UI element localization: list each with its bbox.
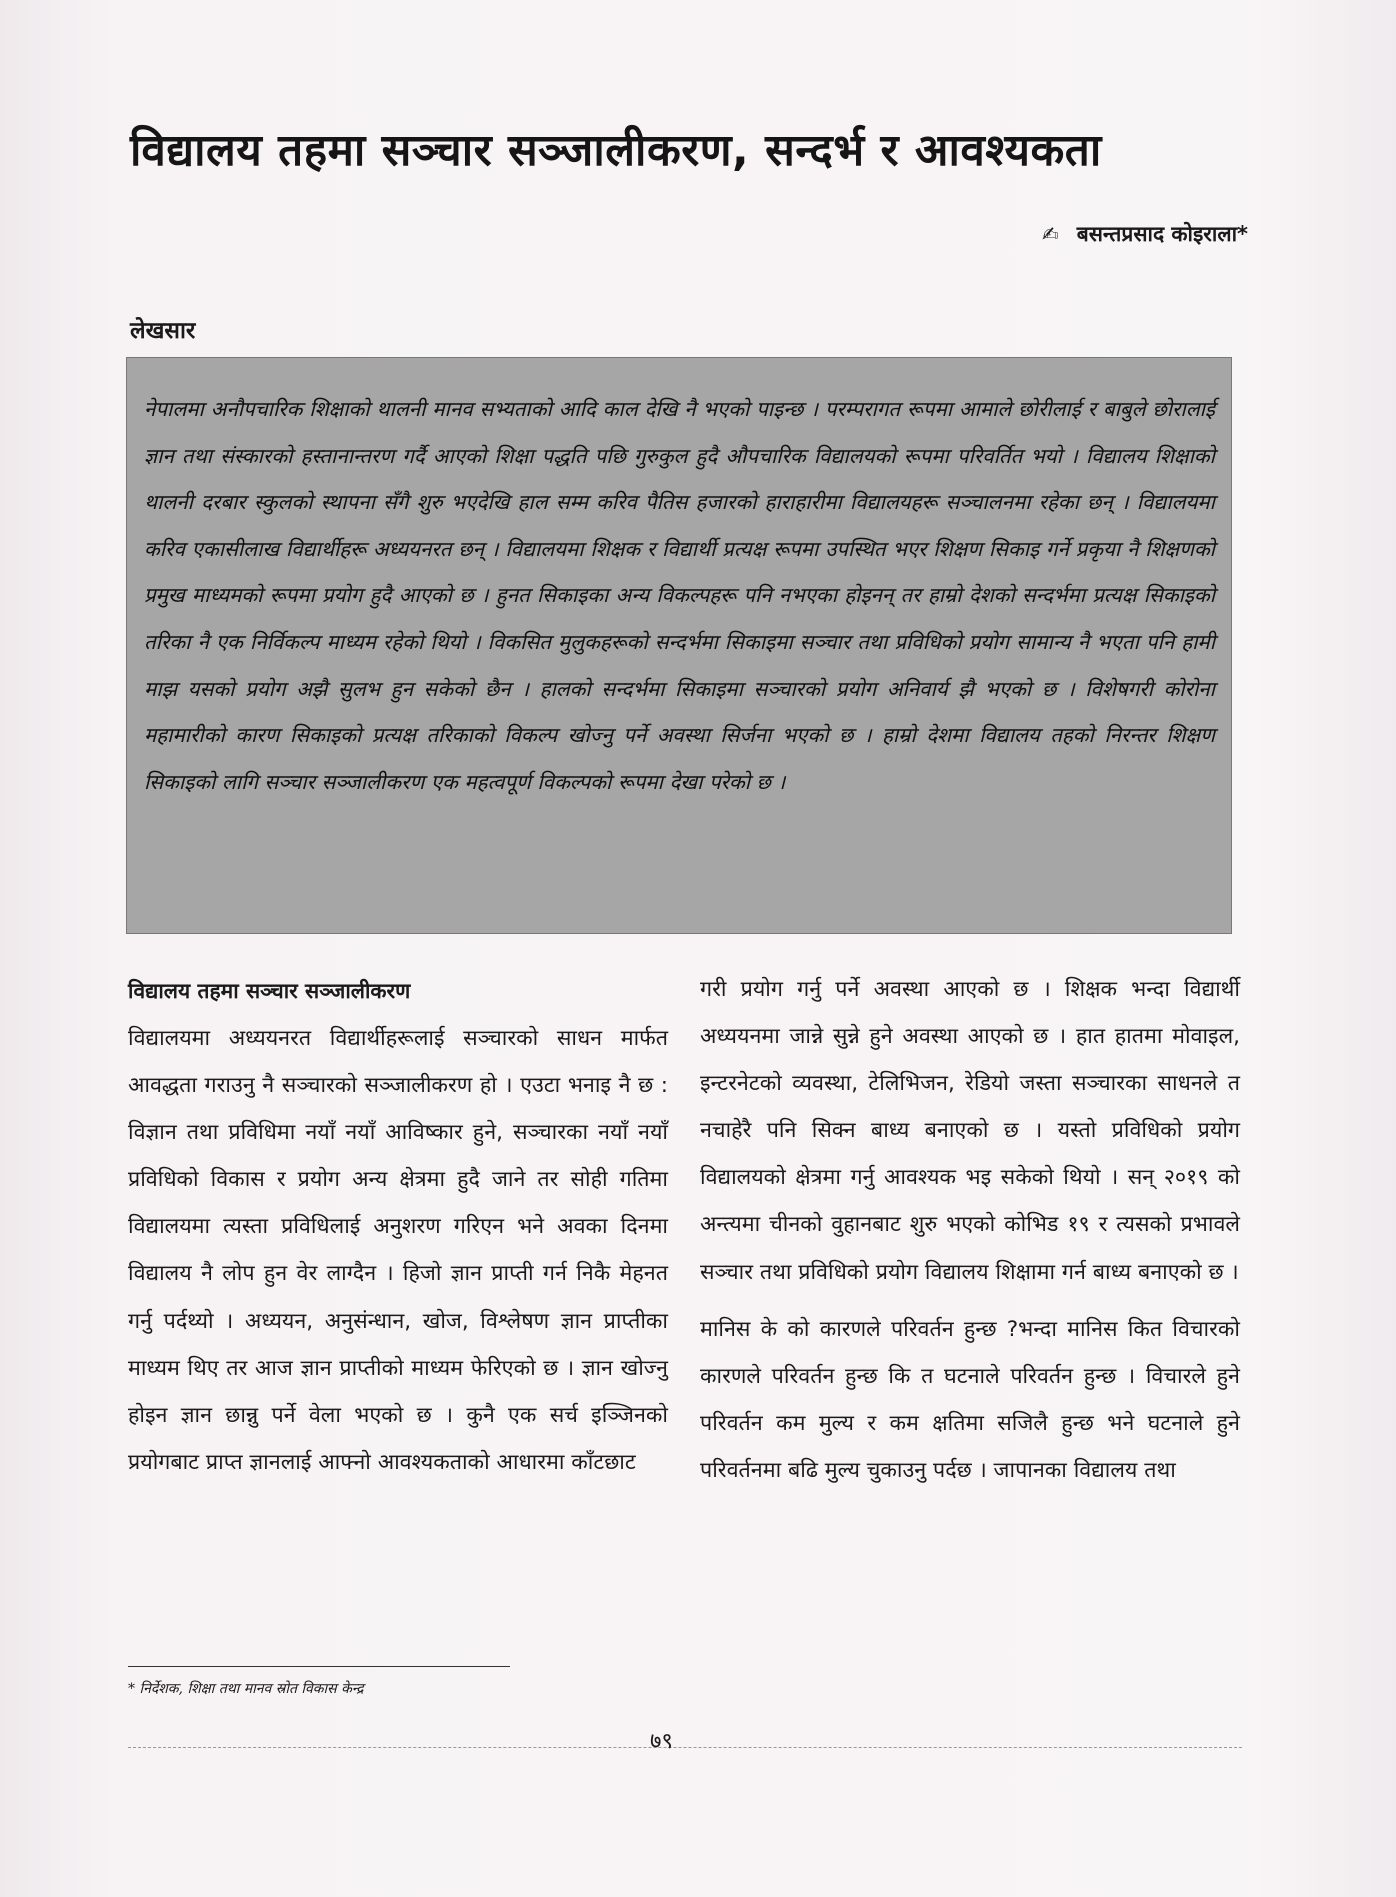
pen-icon: ✍ — [1041, 222, 1059, 246]
footnote-divider — [128, 1666, 510, 1667]
section-heading: विद्यालय तहमा सञ्चार सञ्जालीकरण — [128, 979, 411, 1003]
page-divider — [128, 1747, 1242, 1748]
author-line — [1042, 220, 1248, 248]
page-number: ७९ — [650, 1729, 673, 1754]
author-name: बसन्तप्रसाद कोइराला* — [1076, 222, 1248, 246]
footnote: * निर्देशक, शिक्षा तथा मानव स्रोत विकास केन्द्र — [128, 1681, 364, 1697]
abstract-text: नेपालमा अनौपचारिक शिक्षाको थालनी मानव सभ्यताको आदि काल देखि नै भएको पाइन्छ । परम्परागत रूपमा आमाले छोरीलाई र बाबुले छोरालाई ज्ञान तथा संस्कारको हस्तानान्तरण गर्दै आएको शिक्षा पद्धति पछि गुरुकुल हुदै औपचारिक विद्यालयको रूपमा परिवर्तित भयो । विद्यालय शिक्षाको थालनी दरबार स्कुलको स्थापना सँगै शुरु भएदेखि हाल सम्म करिव पैतिस हजारको हाराहारीमा विद्यालयहरू सञ्चालनमा रहेका छन् । विद्यालयमा करिव एकासीलाख विद्यार्थीहरू अध्ययनरत छन् । विद्यालयमा शिक्षक र विद्यार्थी प्रत्यक्ष रूपमा उपस्थित भएर शिक्षण सिकाइ गर्ने प्रकृया नै शिक्षणको प्रमुख माध्यमको रूपमा प्रयोग हुदै आएको छ । हुनत सिकाइका अन्य विकल्पहरू पनि नभएका होइनन् तर हाम्रो देशको सन्दर्भमा प्रत्यक्ष सिकाइको तरिका नै एक निर्विकल्प माध्यम रहेको थियो । विकसित मुलुकहरूको सन्दर्भमा सिकाइमा सञ्चार तथा प्रविधिको प्रयोग सामान्य नै भएता पनि हामी माझ यसको प्रयोग अझै सुलभ हुन सकेको छैन । हालको सन्दर्भमा सिकाइमा सञ्चारको प्रयोग अनिवार्य झै भएको छ । विशेषगरी कोरोना महामारीको कारण सिकाइको प्रत्यक्ष तरिकाको विकल्प खोज्नु पर्ने अवस्था सिर्जना भएको छ । हाम्रो देशमा विद्यालय तहको निरन्तर शिक्षण सिकाइको लागि सञ्चार सञ्जालीकरण एक महत्वपूर्ण विकल्पको रूपमा देखा परेको छ । — [144, 397, 1215, 794]
right-paragraph-2: मानिस के को कारणले परिवर्तन हुन्छ ?भन्दा मानिस कित विचारको कारणले परिवर्तन हुन्छ कि त घटनाले परिवर्तन हुन्छ । विचारले हुने परिवर्तन कम मुल्य र कम क्षतिमा सजिलै हुन्छ भने घटनाले हुने परिवर्तनमा बढि मुल्य चुकाउनु पर्दछ । जापानका विद्यालय तथा — [700, 1316, 1240, 1483]
abstract-label: लेखसार — [130, 318, 196, 344]
left-column — [128, 968, 668, 1486]
article-title: विद्यालय तहमा सञ्चार सञ्जालीकरण, सन्दर्भ र आवश्यकता — [130, 125, 1102, 176]
abstract-box — [126, 357, 1232, 934]
right-paragraph-1: गरी प्रयोग गर्नु पर्ने अवस्था आएको छ । शिक्षक भन्दा विद्यार्थी अध्ययनमा जान्ने सुन्ने हुने अवस्था आएको छ । हात हातमा मोवाइल, इन्टरनेटको व्यवस्था, टेलिभिजन, रेडियो जस्ता सञ्चारका साधनले त नचाहेरै पनि सिक्न बाध्य बनाएको छ । यस्तो प्रविधिको प्रयोग विद्यालयको क्षेत्रमा गर्नु आवश्यक भइ सकेको थियो । सन् २०१९ को अन्त्यमा चीनको वुहानबाट शुरु भएको कोभिड १९ र त्यसको प्रभावले सञ्चार तथा प्रविधिको प्रयोग विद्यालय शिक्षामा गर्न बाध्य बनाएको छ । — [700, 977, 1240, 1285]
right-column — [700, 966, 1240, 1494]
left-paragraph: विद्यालयमा अध्ययनरत विद्यार्थीहरूलाई सञ्चारको साधन मार्फत आवद्धता गराउनु नै सञ्चारको सञ्जालीकरण हो । एउटा भनाइ नै छ : विज्ञान तथा प्रविधिमा नयाँ नयाँ आविष्कार हुने, सञ्चारका नयाँ नयाँ प्रविधिको विकास र प्रयोग अन्य क्षेत्रमा हुदै जाने तर सोही गतिमा विद्यालयमा त्यस्ता प्रविधिलाई अनुशरण गरिएन भने अवका दिनमा विद्यालय नै लोप हुन वेर लाग्दैन । हिजो ज्ञान प्राप्ती गर्न निकै मेहनत गर्नु पर्दथ्यो । अध्ययन, अनुसंन्धान, खोज, विश्लेषण ज्ञान प्राप्तीका माध्यम थिए तर आज ज्ञान प्राप्तीको माध्यम फेरिएको छ । ज्ञान खोज्नु होइन ज्ञान छान्नु पर्ने वेला भएको छ । कुनै एक सर्च इञ्जिनको प्रयोगबाट प्राप्त ज्ञानलाई आफ्नो आवश्यकताको आधारमा काँटछाट — [128, 1026, 668, 1475]
